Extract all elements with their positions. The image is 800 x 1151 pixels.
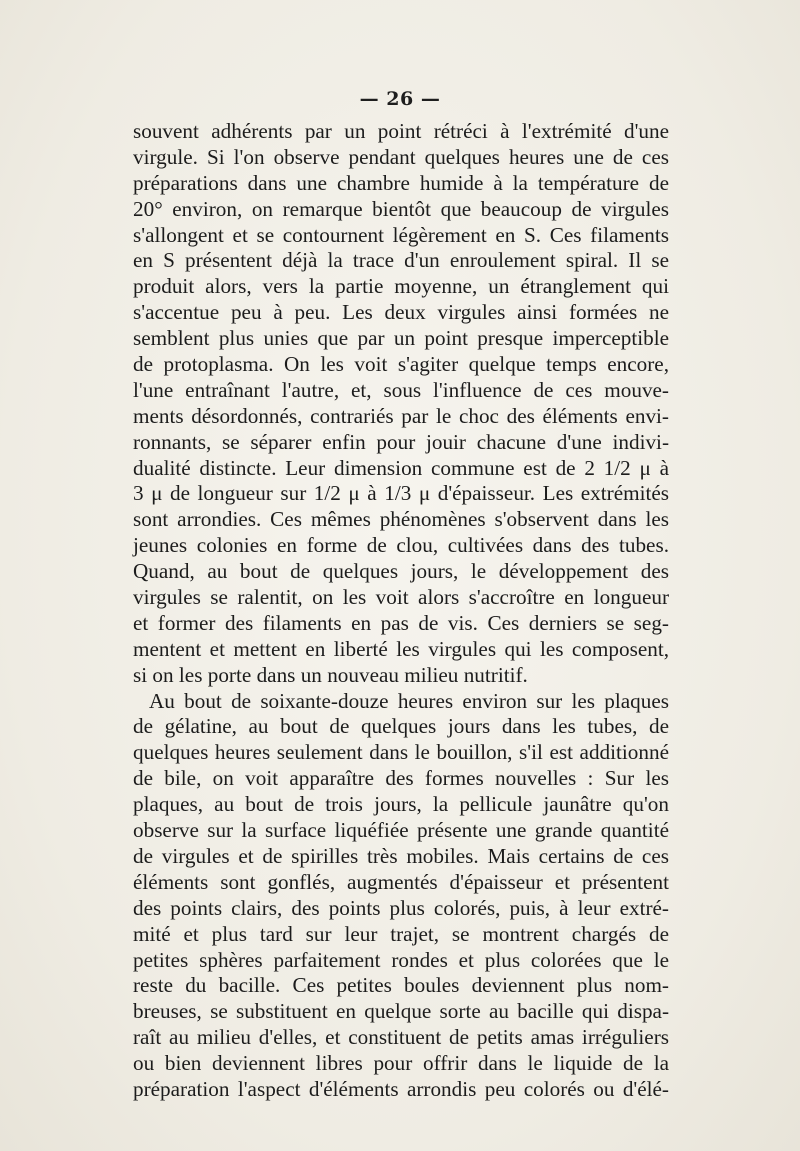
text-line: Au bout de soixante-douze heures environ sur les plaques [149,688,669,713]
text-line: breuses, se substituent en quelque sorte au bacille qui dispa- [133,999,669,1024]
text-line: semblent plus unies que par un point presque imperceptible [133,326,669,351]
text-line: raît au milieu d'elles, et constituent de petits amas irréguliers [133,1025,669,1050]
text-line: souvent adhérents par un point rétréci à l'extrémité d'une [133,119,669,143]
text-line: observe sur la surface liquéfiée présente une grande quantité [133,818,669,843]
text-line: ments désordonnés, contrariés par le choc des éléments envi- [133,403,669,428]
text-line: de protoplasma. On les voit s'agiter quelque temps encore, [133,352,669,377]
text-line: et former des filaments en pas de vis. Ces derniers se seg- [133,610,669,635]
text-line: reste du bacille. Ces petites boules deviennent plus nom- [133,973,669,998]
body-text [133,119,669,1103]
text-line: préparation l'aspect d'éléments arrondis peu colorés ou d'élé- [133,1076,669,1101]
text-line: de bile, on voit apparaître des formes nouvelles : Sur les [133,766,669,791]
text-line: ou bien deviennent libres pour offrir dans le liquide de la [133,1051,669,1076]
text-line: petites sphères parfaitement rondes et plus colorées que le [133,947,669,972]
text-line: des points clairs, des points plus colorés, puis, à leur extré- [133,895,669,920]
text-line: 3 μ de longueur sur 1/2 μ à 1/3 μ d'épaisseur. Les extrémités [133,481,669,506]
text-line: l'une entraînant l'autre, et, sous l'influence de ces mouve- [133,377,669,402]
text-line: si on les porte dans un nouveau milieu nutritif. [133,662,528,687]
page-number: — 26 — [359,88,441,110]
text-line: produit alors, vers la partie moyenne, un étranglement qui [133,274,669,299]
text-line: de virgules et de spirilles très mobiles. Mais certains de ces [133,843,669,868]
text-line: virgules se ralentit, on les voit alors s'accroître en longueur [133,585,669,610]
text-line: Quand, au bout de quelques jours, le développement des [133,559,669,584]
text-line: de gélatine, au bout de quelques jours dans les tubes, de [133,714,669,739]
text-line: quelques heures seulement dans le bouillon, s'il est additionné [133,740,669,765]
text-line: mité et plus tard sur leur trajet, se montrent chargés de [133,921,669,946]
text-line: s'allongent et se contournent légèrement en S. Ces filaments [133,222,669,247]
text-line: dualité distincte. Leur dimension commune est de 2 1/2 μ à [133,455,669,480]
text-line: ronnants, se séparer enfin pour jouir chacune d'une indivi- [133,429,669,454]
text-line: préparations dans une chambre humide à la température de [133,170,669,195]
text-line: virgule. Si l'on observe pendant quelques heures une de ces [133,144,669,169]
text-line: 20° environ, on remarque bientôt que beaucoup de virgules [133,196,669,221]
text-line: s'accentue peu à peu. Les deux virgules ainsi formées ne [133,300,669,325]
text-line: jeunes colonies en forme de clou, cultivées dans des tubes. [133,533,669,558]
text-line: éléments sont gonflés, augmentés d'épaisseur et présentent [133,869,669,894]
text-line: en S présentent déjà la trace d'un enroulement spiral. Il se [133,248,669,273]
text-line: sont arrondies. Ces mêmes phénomènes s'observent dans les [133,507,669,532]
text-line: plaques, au bout de trois jours, la pellicule jaunâtre qu'on [133,792,669,817]
text-line: mentent et mettent en liberté les virgules qui les composent, [133,636,669,661]
